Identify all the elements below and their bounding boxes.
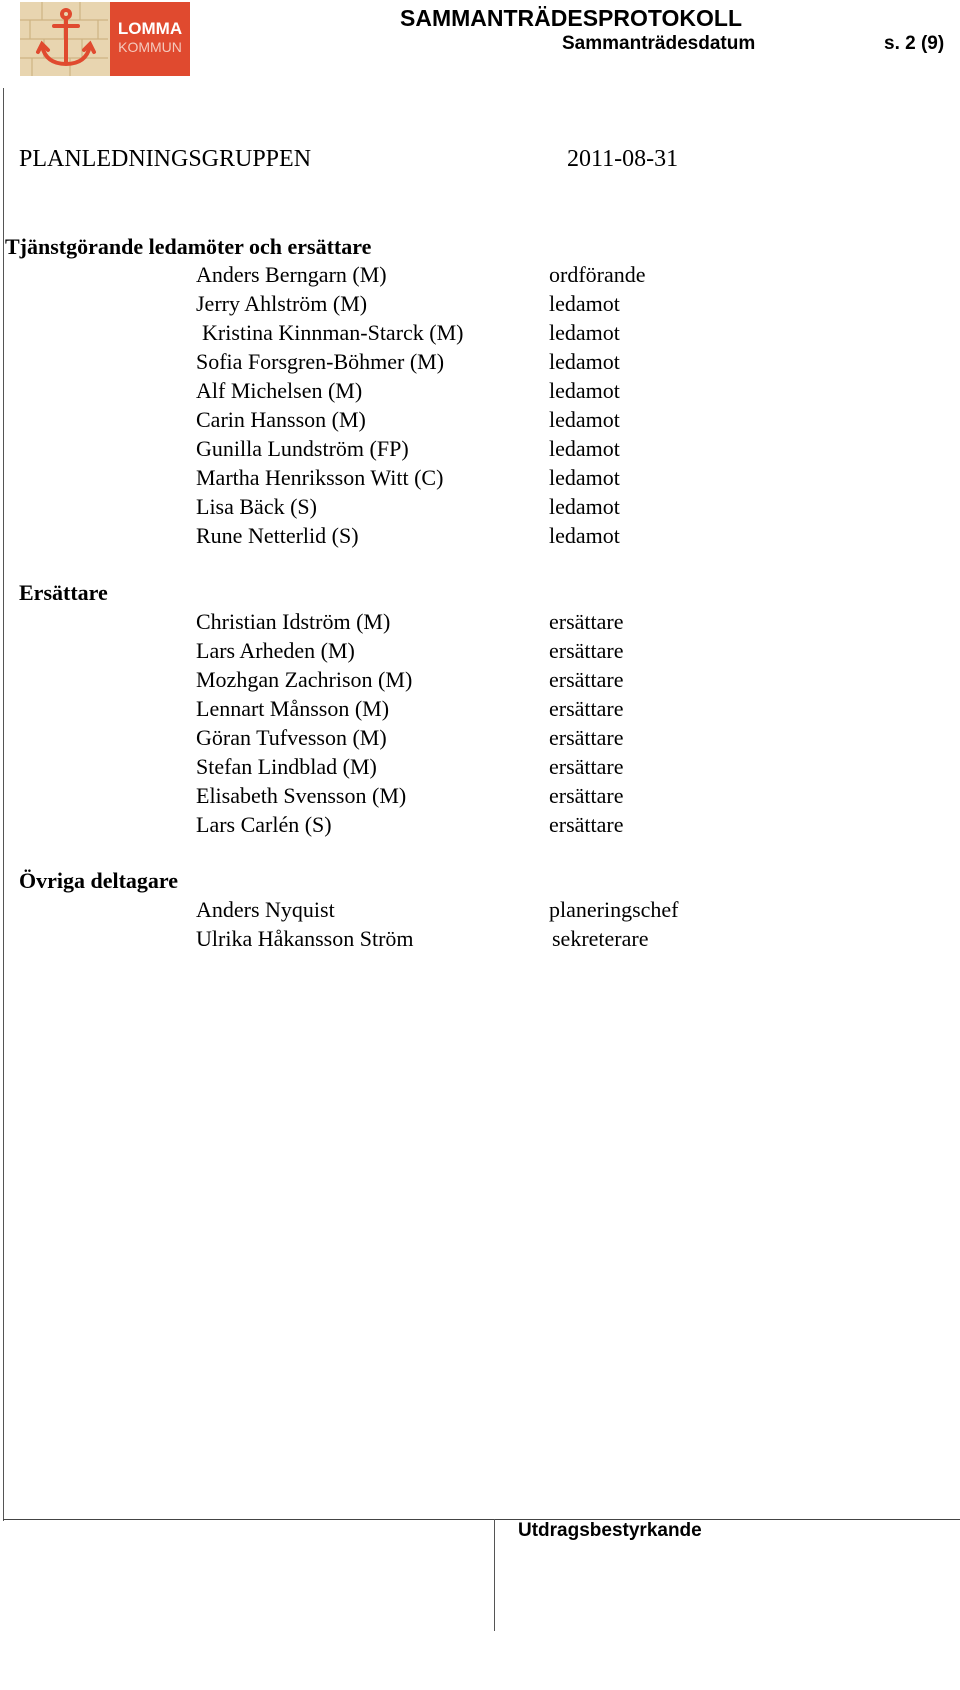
list-item <box>196 318 936 347</box>
person-role: ersättare <box>549 725 624 750</box>
person-name: Elisabeth Svensson (M) <box>196 783 407 808</box>
person-role: ledamot <box>549 465 620 490</box>
person-name: Gunilla Lundström (FP) <box>196 436 409 461</box>
list-item <box>196 752 936 781</box>
list-item <box>196 607 936 636</box>
list-item <box>196 376 936 405</box>
person-name: Lars Carlén (S) <box>196 812 332 837</box>
person-role: ordförande <box>549 262 646 287</box>
person-name: Lisa Bäck (S) <box>196 494 317 519</box>
substitutes-list <box>196 607 936 839</box>
person-role: ersättare <box>549 783 624 808</box>
person-name: Sofia Forsgren-Böhmer (M) <box>196 349 445 374</box>
meeting-date-label: Sammanträdesdatum <box>562 33 756 54</box>
meeting-date: 2011-08-31 <box>567 146 679 172</box>
person-name: Carin Hansson (M) <box>196 407 366 432</box>
list-item <box>196 521 936 550</box>
list-item <box>196 781 936 810</box>
lomma-kommun-logo <box>20 2 190 76</box>
footer-divider-line <box>494 1519 495 1631</box>
group-name: PLANLEDNINGSGRUPPEN <box>19 146 312 172</box>
list-item <box>196 810 936 839</box>
person-role: ledamot <box>549 378 620 403</box>
person-name: Mozhgan Zachrison (M) <box>196 667 413 692</box>
person-role: ersättare <box>549 696 624 721</box>
list-item <box>196 895 936 924</box>
svg-text:LOMMA: LOMMA <box>117 19 183 38</box>
person-role: ersättare <box>549 754 624 779</box>
footer-border-line <box>3 1519 960 1520</box>
list-item <box>196 723 936 752</box>
person-name: Alf Michelsen (M) <box>196 378 363 403</box>
person-role: ersättare <box>549 638 624 663</box>
list-item <box>196 924 936 953</box>
list-item <box>196 434 936 463</box>
person-role: ersättare <box>549 812 624 837</box>
person-name: Jerry Ahlström (M) <box>196 291 368 316</box>
members-section-heading: Tjänstgörande ledamöter och ersättare <box>5 234 372 259</box>
left-border-line <box>3 88 4 1521</box>
person-role: ledamot <box>549 349 620 374</box>
person-name: Anders Berngarn (M) <box>196 262 387 287</box>
members-list <box>196 260 936 550</box>
list-item <box>196 260 936 289</box>
substitutes-section-heading: Ersättare <box>19 580 108 605</box>
person-name: Göran Tufvesson (M) <box>196 725 387 750</box>
list-item <box>196 289 936 318</box>
person-name: Stefan Lindblad (M) <box>196 754 377 779</box>
person-name: Rune Netterlid (S) <box>196 523 359 548</box>
person-role: ersättare <box>549 667 624 692</box>
list-item <box>196 665 936 694</box>
person-name: Ulrika Håkansson Ström <box>196 926 414 951</box>
person-role: sekreterare <box>552 926 649 951</box>
person-name: Lennart Månsson (M) <box>196 696 390 721</box>
other-participants-section-heading: Övriga deltagare <box>19 868 179 893</box>
list-item <box>196 492 936 521</box>
person-name: Lars Arheden (M) <box>196 638 355 663</box>
list-item <box>196 636 936 665</box>
person-role: ledamot <box>549 436 620 461</box>
person-role: planeringschef <box>549 897 679 922</box>
person-name: Christian Idström (M) <box>196 609 391 634</box>
footer-extract-certification-label: Utdragsbestyrkande <box>518 1520 702 1541</box>
person-role: ledamot <box>549 320 620 345</box>
person-role: ledamot <box>549 523 620 548</box>
person-name: Martha Henriksson Witt (C) <box>196 465 444 490</box>
list-item <box>196 347 936 376</box>
person-role: ledamot <box>549 291 620 316</box>
list-item <box>196 694 936 723</box>
list-item <box>196 463 936 492</box>
person-role: ledamot <box>549 407 620 432</box>
page-number: s. 2 (9) <box>884 33 945 54</box>
document-title: SAMMANTRÄDESPROTOKOLL <box>400 5 743 31</box>
person-role: ledamot <box>549 494 620 519</box>
other-participants-list <box>196 895 936 953</box>
list-item <box>196 405 936 434</box>
person-role: ersättare <box>549 609 624 634</box>
svg-text:KOMMUN: KOMMUN <box>118 39 182 55</box>
person-name: Kristina Kinnman-Starck (M) <box>202 320 464 345</box>
person-name: Anders Nyquist <box>196 897 335 922</box>
